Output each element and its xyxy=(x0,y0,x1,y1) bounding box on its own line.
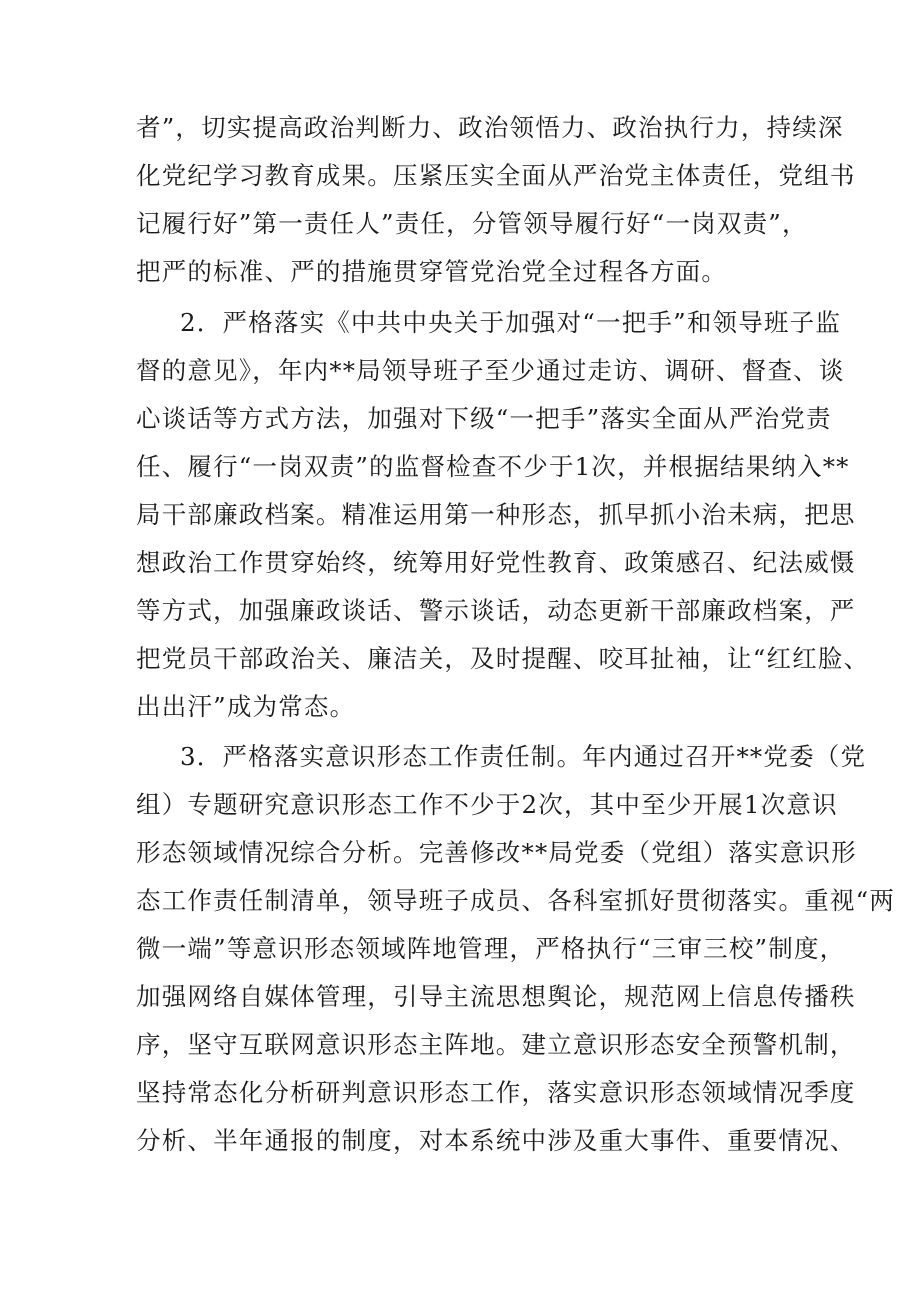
text-line: 局干部廉政档案。精准运用第一种形态，抓早抓小治未病，把思 xyxy=(136,500,856,529)
text-line: 组）专题研究意识形态工作不少于2次，其中至少开展1次意识 xyxy=(136,790,838,819)
text-line: 等方式，加强廉政谈话、警示谈话，动态更新干部廉政档案，严 xyxy=(136,596,856,625)
paragraph-2-first-line: 2．严格落实《中共中央关于加强对“一把手”和领导班子监 xyxy=(180,308,842,337)
text-line: 形态领域情况综合分析。完善修改**局党委（党组）落实意识形 xyxy=(136,838,857,867)
text-line: 记履行好”第一责任人”责任，分管领导履行好“一岗双责”， xyxy=(136,209,808,238)
text-line: 微一端”等意识形态领域阵地管理，严格执行“三审三校”制度， xyxy=(136,934,846,963)
text-line: 分析、半年通报的制度，对本系统中涉及重大事件、重要情况、 xyxy=(136,1126,856,1155)
text-line: 把严的标准、严的措施贯穿管党治党全过程各方面。 xyxy=(136,257,728,286)
text-line: 任、履行“一岗双责”的监督检查不少于1次，并根据结果纳入** xyxy=(136,452,850,481)
text-line: 督的意见》，年内**局领导班子至少通过走访、调研、督查、谈 xyxy=(136,356,845,385)
text-line: 坚持常态化分析研判意识形态工作，落实意识形态领域情况季度 xyxy=(136,1078,856,1107)
text-line: 出出汗”成为常态。 xyxy=(136,692,356,721)
text-line: 加强网络自媒体管理，引导主流思想舆论，规范网上信息传播秩 xyxy=(136,982,856,1011)
text-line: 心谈话等方式方法，加强对下级“一把手”落实全面从严治党责 xyxy=(136,404,832,433)
paragraph-3-first-line: 3．严格落实意识形态工作责任制。年内通过召开**党委（党 xyxy=(180,742,867,771)
text-line: 序，坚守互联网意识形态主阵地。建立意识形态安全预警机制， xyxy=(136,1030,856,1059)
text-line: 态工作责任制清单，领导班子成员、各科室抓好贯彻落实。重视“两 xyxy=(136,886,896,915)
text-line: 把党员干部政治关、廉洁关，及时提醒、咬耳扯袖，让“红红脸、 xyxy=(136,644,870,673)
text-line: 想政治工作贯穿始终，统筹用好党性教育、政策感召、纪法威慑 xyxy=(136,548,856,577)
text-line: 化党纪学习教育成果。压紧压实全面从严治党主体责任，党组书 xyxy=(136,161,856,190)
text-line: 者”，切实提高政治判断力、政治领悟力、政治执行力，持续深 xyxy=(136,113,844,142)
